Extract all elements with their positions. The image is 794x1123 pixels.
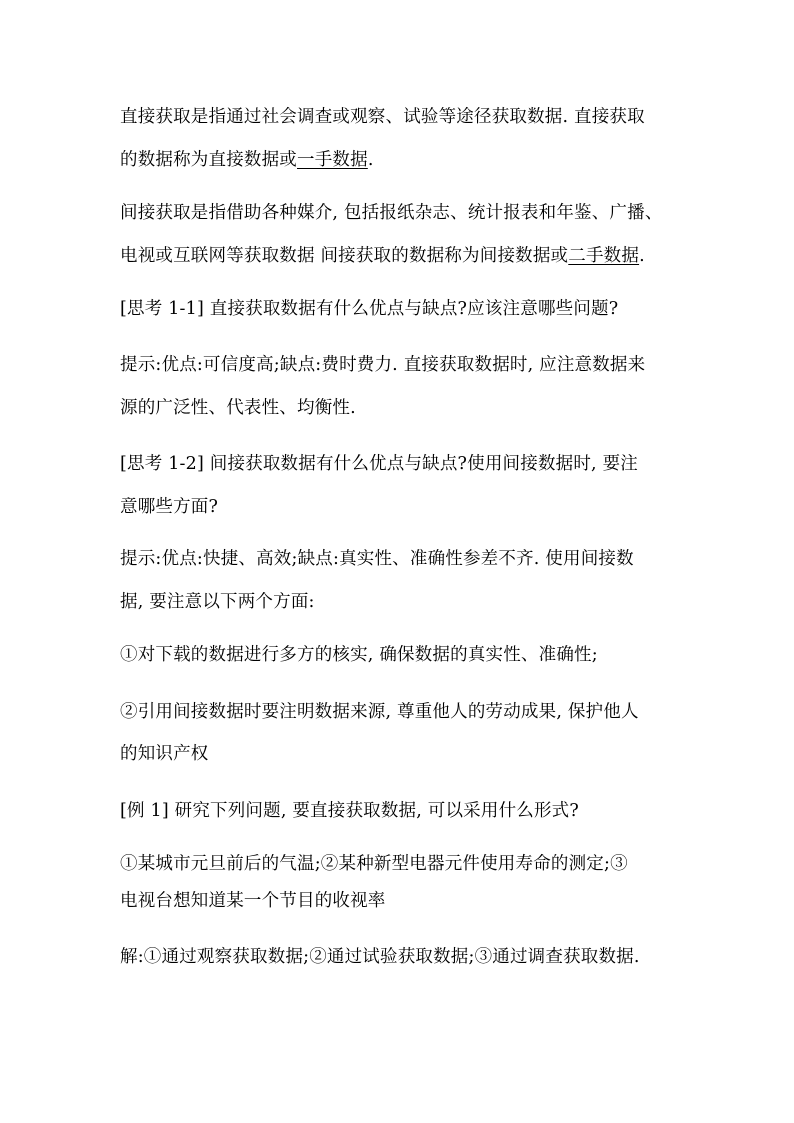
solution: 解:①通过观察获取数据;②通过试验获取数据;③通过调查获取数据. bbox=[120, 947, 640, 967]
hint-1-line-2: 源的广泛性、代表性、均衡性. bbox=[120, 398, 356, 418]
example-1-question-line-1: ①某城市元旦前后的气温;②某种新型电器元件使用寿命的测定;③ bbox=[120, 854, 628, 874]
list-item-1: ①对下载的数据进行多方的核实, 确保数据的真实性、准确性; bbox=[120, 645, 598, 665]
think-1-2-line-2: 意哪些方面? bbox=[120, 497, 219, 517]
text: . bbox=[367, 150, 374, 170]
think-1-1-question: [思考 1-1] 直接获取数据有什么优点与缺点?应该注意哪些问题? bbox=[120, 299, 619, 319]
list-item-2-line-2: 的知识产权 bbox=[120, 744, 209, 764]
paragraph-indirect-line-1: 间接获取是指借助各种媒介, 包括报纸杂志、统计报表和年鉴、广播、 bbox=[120, 203, 663, 223]
hint-2-line-2: 据, 要注意以下两个方面: bbox=[120, 592, 315, 612]
hint-2-line-1: 提示:优点:快捷、高效;缺点:真实性、准确性参差不齐. 使用间接数 bbox=[120, 549, 634, 569]
paragraph-direct-line-1: 直接获取是指通过社会调查或观察、试验等途径获取数据. 直接获取 bbox=[120, 107, 645, 127]
term-second-hand-data: 二手数据 bbox=[568, 246, 640, 266]
text: 的数据称为直接数据或 bbox=[120, 150, 297, 170]
paragraph-indirect-line-2 bbox=[120, 244, 645, 268]
paragraph-direct-line-2 bbox=[120, 148, 374, 172]
list-item-2-line-1: ②引用间接数据时要注明数据来源, 尊重他人的劳动成果, 保护他人 bbox=[120, 702, 639, 722]
text: 电视或互联网等获取数据 间接获取的数据称为间接数据或 bbox=[120, 246, 569, 266]
term-first-hand-data: 一手数据 bbox=[297, 150, 368, 170]
think-1-2-line-1: [思考 1-2] 间接获取数据有什么优点与缺点?使用间接数据时, 要注 bbox=[120, 454, 638, 474]
text: . bbox=[639, 246, 645, 266]
hint-1-line-1: 提示:优点:可信度高;缺点:费时费力. 直接获取数据时, 应注意数据来 bbox=[120, 355, 646, 375]
example-1-title: [例 1] 研究下列问题, 要直接获取数据, 可以采用什么形式? bbox=[120, 801, 579, 821]
example-1-question-line-2: 电视台想知道某一个节目的收视率 bbox=[120, 891, 386, 911]
